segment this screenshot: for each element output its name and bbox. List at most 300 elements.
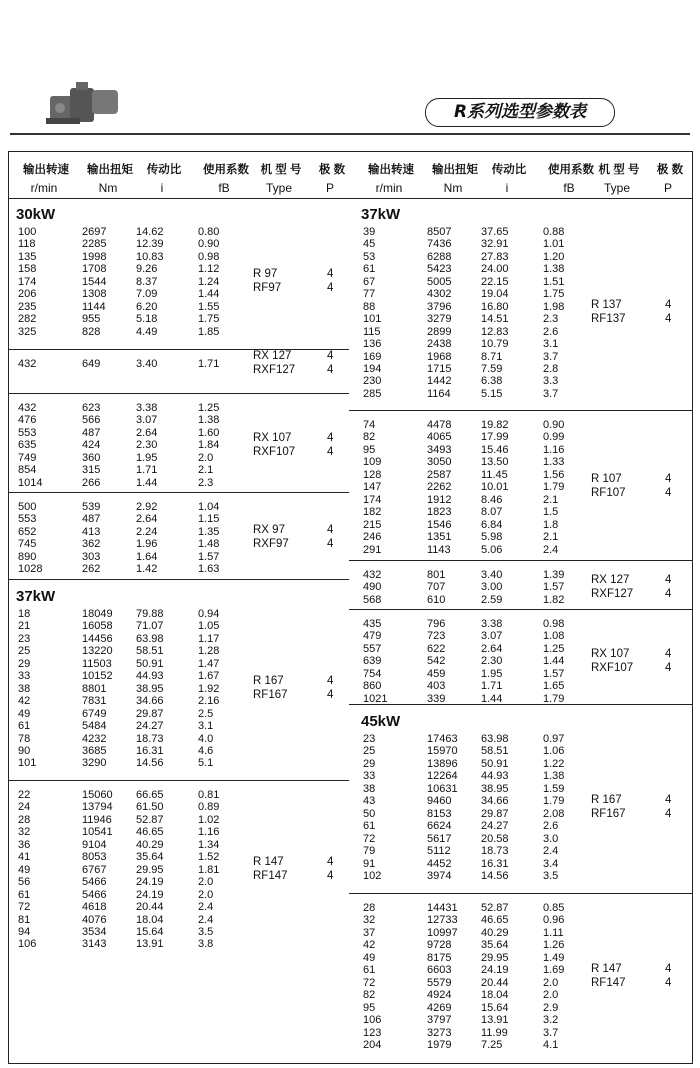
torque-cell: 7831 bbox=[82, 695, 107, 708]
poles-value: 4 bbox=[327, 538, 334, 551]
ratio-cell: 10.01 bbox=[481, 481, 509, 494]
header-rule bbox=[10, 133, 690, 135]
torque-cell: 4269 bbox=[427, 1001, 452, 1014]
ratio-cell: 11.99 bbox=[481, 1026, 508, 1039]
ratio-cell: 8.37 bbox=[136, 275, 158, 288]
header-cn-0: 输出转速 bbox=[23, 164, 69, 176]
header-cn-3: 使用系数 bbox=[548, 164, 594, 176]
speed-cell: 860 bbox=[363, 680, 382, 693]
ratio-cell: 14.56 bbox=[136, 757, 164, 770]
torque-cell: 1144 bbox=[82, 300, 106, 313]
table-row bbox=[9, 464, 349, 476]
model-type-label: RX 127 bbox=[253, 350, 292, 363]
speed-cell: 106 bbox=[18, 938, 37, 951]
speed-cell: 94 bbox=[18, 925, 31, 938]
service-factor-cell: 0.81 bbox=[198, 789, 220, 801]
service-factor-cell: 1.25 bbox=[198, 402, 220, 414]
torque-cell: 1968 bbox=[427, 350, 452, 363]
speed-cell: 22 bbox=[18, 789, 31, 801]
ratio-cell: 29.95 bbox=[481, 951, 509, 964]
right-block-4 bbox=[349, 704, 692, 894]
speed-cell: 1014 bbox=[18, 476, 43, 489]
ratio-cell: 63.98 bbox=[136, 632, 164, 645]
service-factor-cell: 2.3 bbox=[198, 476, 214, 489]
ratio-cell: 7.25 bbox=[481, 1038, 503, 1051]
speed-cell: 53 bbox=[363, 250, 376, 263]
table-row bbox=[9, 814, 349, 826]
torque-cell: 2285 bbox=[82, 238, 107, 251]
header-en-0: r/min bbox=[30, 181, 58, 195]
service-factor-cell: 1.48 bbox=[198, 538, 220, 551]
torque-cell: 3290 bbox=[82, 757, 107, 770]
speed-cell: 479 bbox=[363, 630, 382, 643]
ratio-cell: 3.40 bbox=[136, 358, 158, 370]
torque-cell: 5466 bbox=[82, 888, 107, 901]
service-factor-cell: 0.99 bbox=[543, 431, 565, 444]
speed-cell: 635 bbox=[18, 439, 37, 452]
ratio-cell: 32.91 bbox=[481, 238, 509, 251]
ratio-cell: 10.79 bbox=[481, 338, 509, 351]
torque-cell: 1351 bbox=[427, 531, 452, 544]
speed-cell: 82 bbox=[363, 431, 376, 444]
table-row bbox=[349, 338, 692, 350]
speed-cell: 72 bbox=[363, 976, 376, 989]
speed-cell: 215 bbox=[363, 518, 382, 531]
ratio-cell: 24.19 bbox=[136, 888, 164, 901]
speed-cell: 21 bbox=[18, 620, 31, 633]
service-factor-cell: 3.0 bbox=[543, 832, 559, 845]
torque-cell: 12264 bbox=[427, 770, 458, 783]
service-factor-cell: 0.98 bbox=[543, 618, 565, 630]
poles-value: 4 bbox=[665, 299, 672, 312]
poles-value: 4 bbox=[665, 976, 672, 989]
model-type-label: RX 97 bbox=[253, 524, 285, 537]
ratio-cell: 1.95 bbox=[481, 667, 503, 680]
torque-cell: 10152 bbox=[82, 670, 113, 683]
table-row bbox=[349, 618, 692, 630]
speed-cell: 432 bbox=[363, 569, 382, 581]
table-row bbox=[349, 733, 692, 745]
ratio-cell: 3.07 bbox=[481, 630, 503, 643]
ratio-cell: 18.73 bbox=[481, 845, 509, 858]
service-factor-cell: 1.20 bbox=[543, 250, 565, 263]
ratio-cell: 6.38 bbox=[481, 375, 503, 388]
service-factor-cell: 3.7 bbox=[543, 350, 559, 363]
service-factor-cell: 3.3 bbox=[543, 375, 559, 388]
table-row bbox=[349, 531, 692, 543]
ratio-cell: 1.71 bbox=[481, 680, 503, 693]
speed-cell: 88 bbox=[363, 300, 376, 313]
service-factor-cell: 1.57 bbox=[543, 667, 565, 680]
speed-cell: 158 bbox=[18, 263, 37, 276]
torque-cell: 266 bbox=[82, 476, 101, 489]
torque-cell: 13794 bbox=[82, 801, 113, 814]
right-block-2 bbox=[349, 560, 692, 610]
torque-cell: 9460 bbox=[427, 795, 452, 808]
model-type bbox=[349, 573, 692, 603]
service-factor-cell: 0.89 bbox=[198, 801, 220, 814]
speed-cell: 42 bbox=[363, 939, 376, 952]
torque-cell: 10997 bbox=[427, 926, 458, 939]
service-factor-cell: 2.6 bbox=[543, 325, 559, 338]
torque-cell: 707 bbox=[427, 581, 446, 594]
torque-cell: 11503 bbox=[82, 657, 112, 670]
table-row bbox=[349, 680, 692, 692]
ratio-cell: 3.38 bbox=[481, 618, 503, 630]
ratio-cell: 44.93 bbox=[136, 670, 164, 683]
speed-cell: 174 bbox=[18, 275, 37, 288]
model-type bbox=[9, 674, 349, 704]
table-row bbox=[349, 927, 692, 939]
table-row bbox=[349, 388, 692, 400]
ratio-cell: 27.83 bbox=[481, 250, 509, 263]
speed-cell: 91 bbox=[363, 857, 376, 870]
torque-cell: 1544 bbox=[82, 275, 107, 288]
speed-cell: 136 bbox=[363, 338, 382, 351]
header-en-1: Nm bbox=[443, 181, 463, 195]
ratio-cell: 5.06 bbox=[481, 543, 503, 556]
torque-cell: 1823 bbox=[427, 506, 452, 519]
ratio-cell: 29.95 bbox=[136, 863, 164, 876]
torque-cell: 8053 bbox=[82, 851, 107, 864]
speed-cell: 38 bbox=[18, 682, 31, 695]
service-factor-cell: 1.63 bbox=[198, 563, 220, 576]
speed-cell: 854 bbox=[18, 464, 37, 477]
service-factor-cell: 1.92 bbox=[198, 682, 220, 695]
speed-cell: 435 bbox=[363, 618, 382, 630]
table-row bbox=[349, 845, 692, 857]
speed-cell: 42 bbox=[18, 695, 31, 708]
torque-cell: 13220 bbox=[82, 645, 113, 658]
speed-cell: 82 bbox=[363, 989, 376, 1002]
model-type-label: RF107 bbox=[591, 487, 626, 500]
poles-value: 4 bbox=[327, 869, 334, 882]
service-factor-cell: 3.4 bbox=[543, 857, 559, 870]
torque-cell: 539 bbox=[82, 501, 101, 513]
header-en-3: fB bbox=[218, 181, 230, 195]
speed-cell: 67 bbox=[363, 275, 376, 288]
selection-table-left bbox=[8, 151, 350, 1064]
speed-cell: 61 bbox=[363, 263, 376, 276]
speed-cell: 29 bbox=[18, 657, 31, 670]
table-row bbox=[349, 630, 692, 642]
header-en-2: i bbox=[160, 181, 164, 195]
ratio-cell: 34.66 bbox=[481, 795, 509, 808]
torque-cell: 4618 bbox=[82, 901, 107, 914]
speed-cell: 182 bbox=[363, 506, 382, 519]
table-row bbox=[349, 902, 692, 914]
table-row bbox=[9, 938, 349, 950]
poles-value: 4 bbox=[665, 647, 672, 660]
model-type bbox=[349, 962, 692, 992]
model-type bbox=[9, 523, 349, 553]
torque-cell: 12733 bbox=[427, 914, 458, 927]
table-row bbox=[9, 620, 349, 632]
service-factor-cell: 1.16 bbox=[198, 826, 220, 839]
ratio-cell: 14.62 bbox=[136, 226, 164, 238]
speed-cell: 135 bbox=[18, 250, 37, 263]
header-cn-4: 机 型 号 bbox=[260, 164, 302, 176]
speed-cell: 79 bbox=[363, 845, 376, 858]
torque-cell: 542 bbox=[427, 655, 446, 668]
ratio-cell: 50.91 bbox=[136, 657, 164, 670]
table-row bbox=[9, 608, 349, 620]
speed-cell: 204 bbox=[363, 1038, 382, 1051]
table-row bbox=[9, 826, 349, 838]
service-factor-cell: 3.7 bbox=[543, 1026, 559, 1039]
header-cn-1: 输出扭矩 bbox=[87, 164, 133, 176]
ratio-cell: 1.96 bbox=[136, 538, 158, 551]
poles-value: 4 bbox=[665, 661, 672, 674]
table-row bbox=[349, 363, 692, 375]
ratio-cell: 2.92 bbox=[136, 501, 158, 513]
torque-cell: 5423 bbox=[427, 263, 452, 276]
ratio-cell: 66.65 bbox=[136, 789, 164, 801]
speed-cell: 147 bbox=[363, 481, 382, 494]
speed-cell: 32 bbox=[18, 826, 31, 839]
torque-cell: 2262 bbox=[427, 481, 452, 494]
speed-cell: 61 bbox=[363, 820, 376, 833]
speed-cell: 81 bbox=[18, 913, 31, 926]
speed-cell: 32 bbox=[363, 914, 376, 927]
speed-cell: 61 bbox=[18, 720, 31, 733]
torque-cell: 8801 bbox=[82, 682, 107, 695]
ratio-cell: 38.95 bbox=[136, 682, 164, 695]
torque-cell: 1143 bbox=[427, 543, 451, 556]
torque-cell: 5617 bbox=[427, 832, 452, 845]
header-cn-1: 输出扭矩 bbox=[432, 164, 478, 176]
model-type-label: RF167 bbox=[253, 688, 288, 701]
table-row bbox=[9, 889, 349, 901]
ratio-cell: 3.00 bbox=[481, 581, 503, 594]
table-row bbox=[9, 645, 349, 657]
torque-cell: 13896 bbox=[427, 757, 458, 770]
service-factor-cell: 1.49 bbox=[543, 951, 565, 964]
table-row bbox=[349, 1039, 692, 1051]
table-row bbox=[9, 313, 349, 325]
left-block-4 bbox=[9, 579, 349, 781]
table-row bbox=[9, 720, 349, 732]
service-factor-cell: 2.0 bbox=[543, 989, 559, 1002]
right-block-5 bbox=[349, 893, 692, 1064]
ratio-cell: 20.44 bbox=[136, 901, 164, 914]
poles-value: 4 bbox=[327, 524, 334, 537]
torque-cell: 1979 bbox=[427, 1038, 452, 1051]
speed-cell: 77 bbox=[363, 288, 376, 301]
torque-cell: 1708 bbox=[82, 263, 107, 276]
service-factor-cell: 1.17 bbox=[198, 632, 220, 645]
service-factor-cell: 1.15 bbox=[198, 513, 220, 526]
ratio-cell: 37.65 bbox=[481, 226, 509, 238]
torque-cell: 3685 bbox=[82, 744, 107, 757]
model-type-label: RXF127 bbox=[591, 587, 634, 600]
table-row bbox=[349, 456, 692, 468]
service-factor-cell: 0.94 bbox=[198, 608, 220, 620]
ratio-cell: 24.19 bbox=[481, 964, 509, 977]
right-block-3 bbox=[349, 609, 692, 705]
speed-cell: 639 bbox=[363, 655, 382, 668]
poles-value: 4 bbox=[665, 573, 672, 586]
table-row bbox=[349, 276, 692, 288]
service-factor-cell: 3.5 bbox=[543, 869, 559, 882]
service-factor-cell: 2.1 bbox=[543, 531, 559, 544]
model-type-label: RXF107 bbox=[591, 661, 634, 674]
service-factor-cell: 1.24 bbox=[198, 275, 220, 288]
table-row bbox=[349, 251, 692, 263]
model-type-label: RF147 bbox=[253, 869, 288, 882]
table-row bbox=[349, 544, 692, 556]
torque-cell: 5005 bbox=[427, 275, 452, 288]
torque-cell: 14456 bbox=[82, 632, 113, 645]
header-en-4: Type bbox=[265, 181, 292, 195]
model-type-label: RXF127 bbox=[253, 364, 296, 377]
speed-cell: 41 bbox=[18, 851, 31, 864]
torque-cell: 8175 bbox=[427, 951, 452, 964]
service-factor-cell: 3.8 bbox=[198, 938, 214, 951]
speed-cell: 50 bbox=[363, 807, 376, 820]
table-row bbox=[9, 901, 349, 913]
right-block-1 bbox=[349, 410, 692, 561]
ratio-cell: 16.80 bbox=[481, 300, 509, 313]
ratio-cell: 1.44 bbox=[481, 692, 503, 705]
speed-cell: 490 bbox=[363, 581, 382, 594]
speed-cell: 24 bbox=[18, 801, 31, 814]
model-type-label: RX 107 bbox=[591, 647, 630, 660]
torque-cell: 15970 bbox=[427, 745, 458, 758]
ratio-cell: 13.91 bbox=[481, 1014, 509, 1027]
ratio-cell: 11.45 bbox=[481, 468, 508, 481]
table-row bbox=[9, 789, 349, 801]
torque-cell: 6767 bbox=[82, 863, 107, 876]
power-rating: 45kW bbox=[361, 713, 401, 730]
service-factor-cell: 2.4 bbox=[543, 543, 559, 556]
torque-cell: 6288 bbox=[427, 250, 452, 263]
header-cn-4: 机 型 号 bbox=[598, 164, 640, 176]
torque-cell: 566 bbox=[82, 414, 101, 427]
ratio-cell: 13.91 bbox=[136, 938, 164, 951]
ratio-cell: 6.20 bbox=[136, 300, 158, 313]
model-type-label: RF137 bbox=[591, 313, 626, 326]
model-type bbox=[9, 855, 349, 885]
torque-cell: 16058 bbox=[82, 620, 113, 633]
table-row bbox=[349, 351, 692, 363]
service-factor-cell: 0.97 bbox=[543, 733, 565, 745]
service-factor-cell: 0.80 bbox=[198, 226, 220, 238]
ratio-cell: 18.04 bbox=[481, 989, 509, 1002]
left-block-5 bbox=[9, 780, 349, 1064]
torque-cell: 622 bbox=[427, 642, 446, 655]
model-type-label: R 167 bbox=[591, 793, 622, 806]
service-factor-cell: 2.4 bbox=[198, 901, 214, 914]
table-row bbox=[9, 757, 349, 769]
torque-cell: 8507 bbox=[427, 226, 452, 238]
table-row bbox=[349, 1002, 692, 1014]
speed-cell: 102 bbox=[363, 869, 382, 882]
model-type-label: RF147 bbox=[591, 976, 626, 989]
service-factor-cell: 1.12 bbox=[198, 263, 220, 276]
ratio-cell: 15.64 bbox=[481, 1001, 509, 1014]
left-block-3 bbox=[9, 492, 349, 580]
header-cn-2: 传动比 bbox=[491, 164, 527, 176]
service-factor-cell: 3.7 bbox=[543, 387, 559, 400]
service-factor-cell: 1.82 bbox=[543, 593, 565, 606]
table-row bbox=[349, 939, 692, 951]
poles-value: 4 bbox=[665, 962, 672, 975]
torque-cell: 7436 bbox=[427, 238, 452, 251]
speed-cell: 95 bbox=[363, 1001, 376, 1014]
service-factor-cell: 3.2 bbox=[543, 1014, 559, 1027]
torque-cell: 403 bbox=[427, 680, 446, 693]
header-en-0: r/min bbox=[375, 181, 403, 195]
torque-cell: 11946 bbox=[82, 813, 112, 826]
model-type-label: R 147 bbox=[591, 962, 622, 975]
model-type-label: RX 107 bbox=[253, 431, 292, 444]
speed-cell: 128 bbox=[363, 468, 382, 481]
speed-cell: 95 bbox=[363, 443, 376, 456]
speed-cell: 652 bbox=[18, 525, 37, 538]
ratio-cell: 18.73 bbox=[136, 732, 164, 745]
service-factor-cell: 1.79 bbox=[543, 481, 565, 494]
table-row bbox=[9, 326, 349, 338]
ratio-cell: 20.58 bbox=[481, 832, 509, 845]
service-factor-cell: 0.90 bbox=[198, 238, 220, 251]
service-factor-cell: 1.98 bbox=[543, 300, 565, 313]
header-cn-5: 极 数 bbox=[656, 164, 684, 176]
table-row bbox=[9, 414, 349, 426]
ratio-cell: 9.26 bbox=[136, 263, 158, 276]
service-factor-cell: 2.6 bbox=[543, 820, 559, 833]
speed-cell: 745 bbox=[18, 538, 37, 551]
ratio-cell: 18.04 bbox=[136, 913, 164, 926]
speed-cell: 29 bbox=[363, 757, 376, 770]
torque-cell: 3534 bbox=[82, 925, 107, 938]
service-factor-cell: 1.22 bbox=[543, 757, 565, 770]
ratio-cell: 52.87 bbox=[481, 902, 509, 914]
ratio-cell: 6.84 bbox=[481, 518, 503, 531]
ratio-cell: 24.27 bbox=[136, 720, 164, 733]
speed-cell: 754 bbox=[363, 667, 382, 680]
speed-cell: 235 bbox=[18, 300, 37, 313]
header-cn-2: 传动比 bbox=[146, 164, 182, 176]
ratio-cell: 8.07 bbox=[481, 506, 503, 519]
torque-cell: 1308 bbox=[82, 288, 107, 301]
column-header bbox=[349, 152, 692, 199]
left-block-1 bbox=[9, 349, 349, 394]
service-factor-cell: 1.11 bbox=[543, 926, 564, 939]
speed-cell: 18 bbox=[18, 608, 31, 620]
poles-value: 4 bbox=[327, 855, 334, 868]
model-type bbox=[9, 267, 349, 297]
torque-cell: 1912 bbox=[427, 493, 452, 506]
model-type-label: R 147 bbox=[253, 855, 284, 868]
torque-cell: 9728 bbox=[427, 939, 452, 952]
ratio-cell: 10.83 bbox=[136, 250, 164, 263]
service-factor-cell: 2.1 bbox=[543, 493, 559, 506]
table-row bbox=[349, 858, 692, 870]
service-factor-cell: 1.25 bbox=[543, 642, 565, 655]
table-row bbox=[9, 801, 349, 813]
torque-cell: 3279 bbox=[427, 313, 452, 326]
speed-cell: 432 bbox=[18, 358, 37, 370]
speed-cell: 1028 bbox=[18, 563, 43, 576]
ratio-cell: 5.18 bbox=[136, 313, 158, 326]
poles-value: 4 bbox=[327, 688, 334, 701]
service-factor-cell: 2.9 bbox=[543, 1001, 559, 1014]
table-row bbox=[349, 506, 692, 518]
service-factor-cell: 3.5 bbox=[198, 925, 214, 938]
torque-cell: 1998 bbox=[82, 250, 107, 263]
service-factor-cell: 3.1 bbox=[543, 338, 559, 351]
